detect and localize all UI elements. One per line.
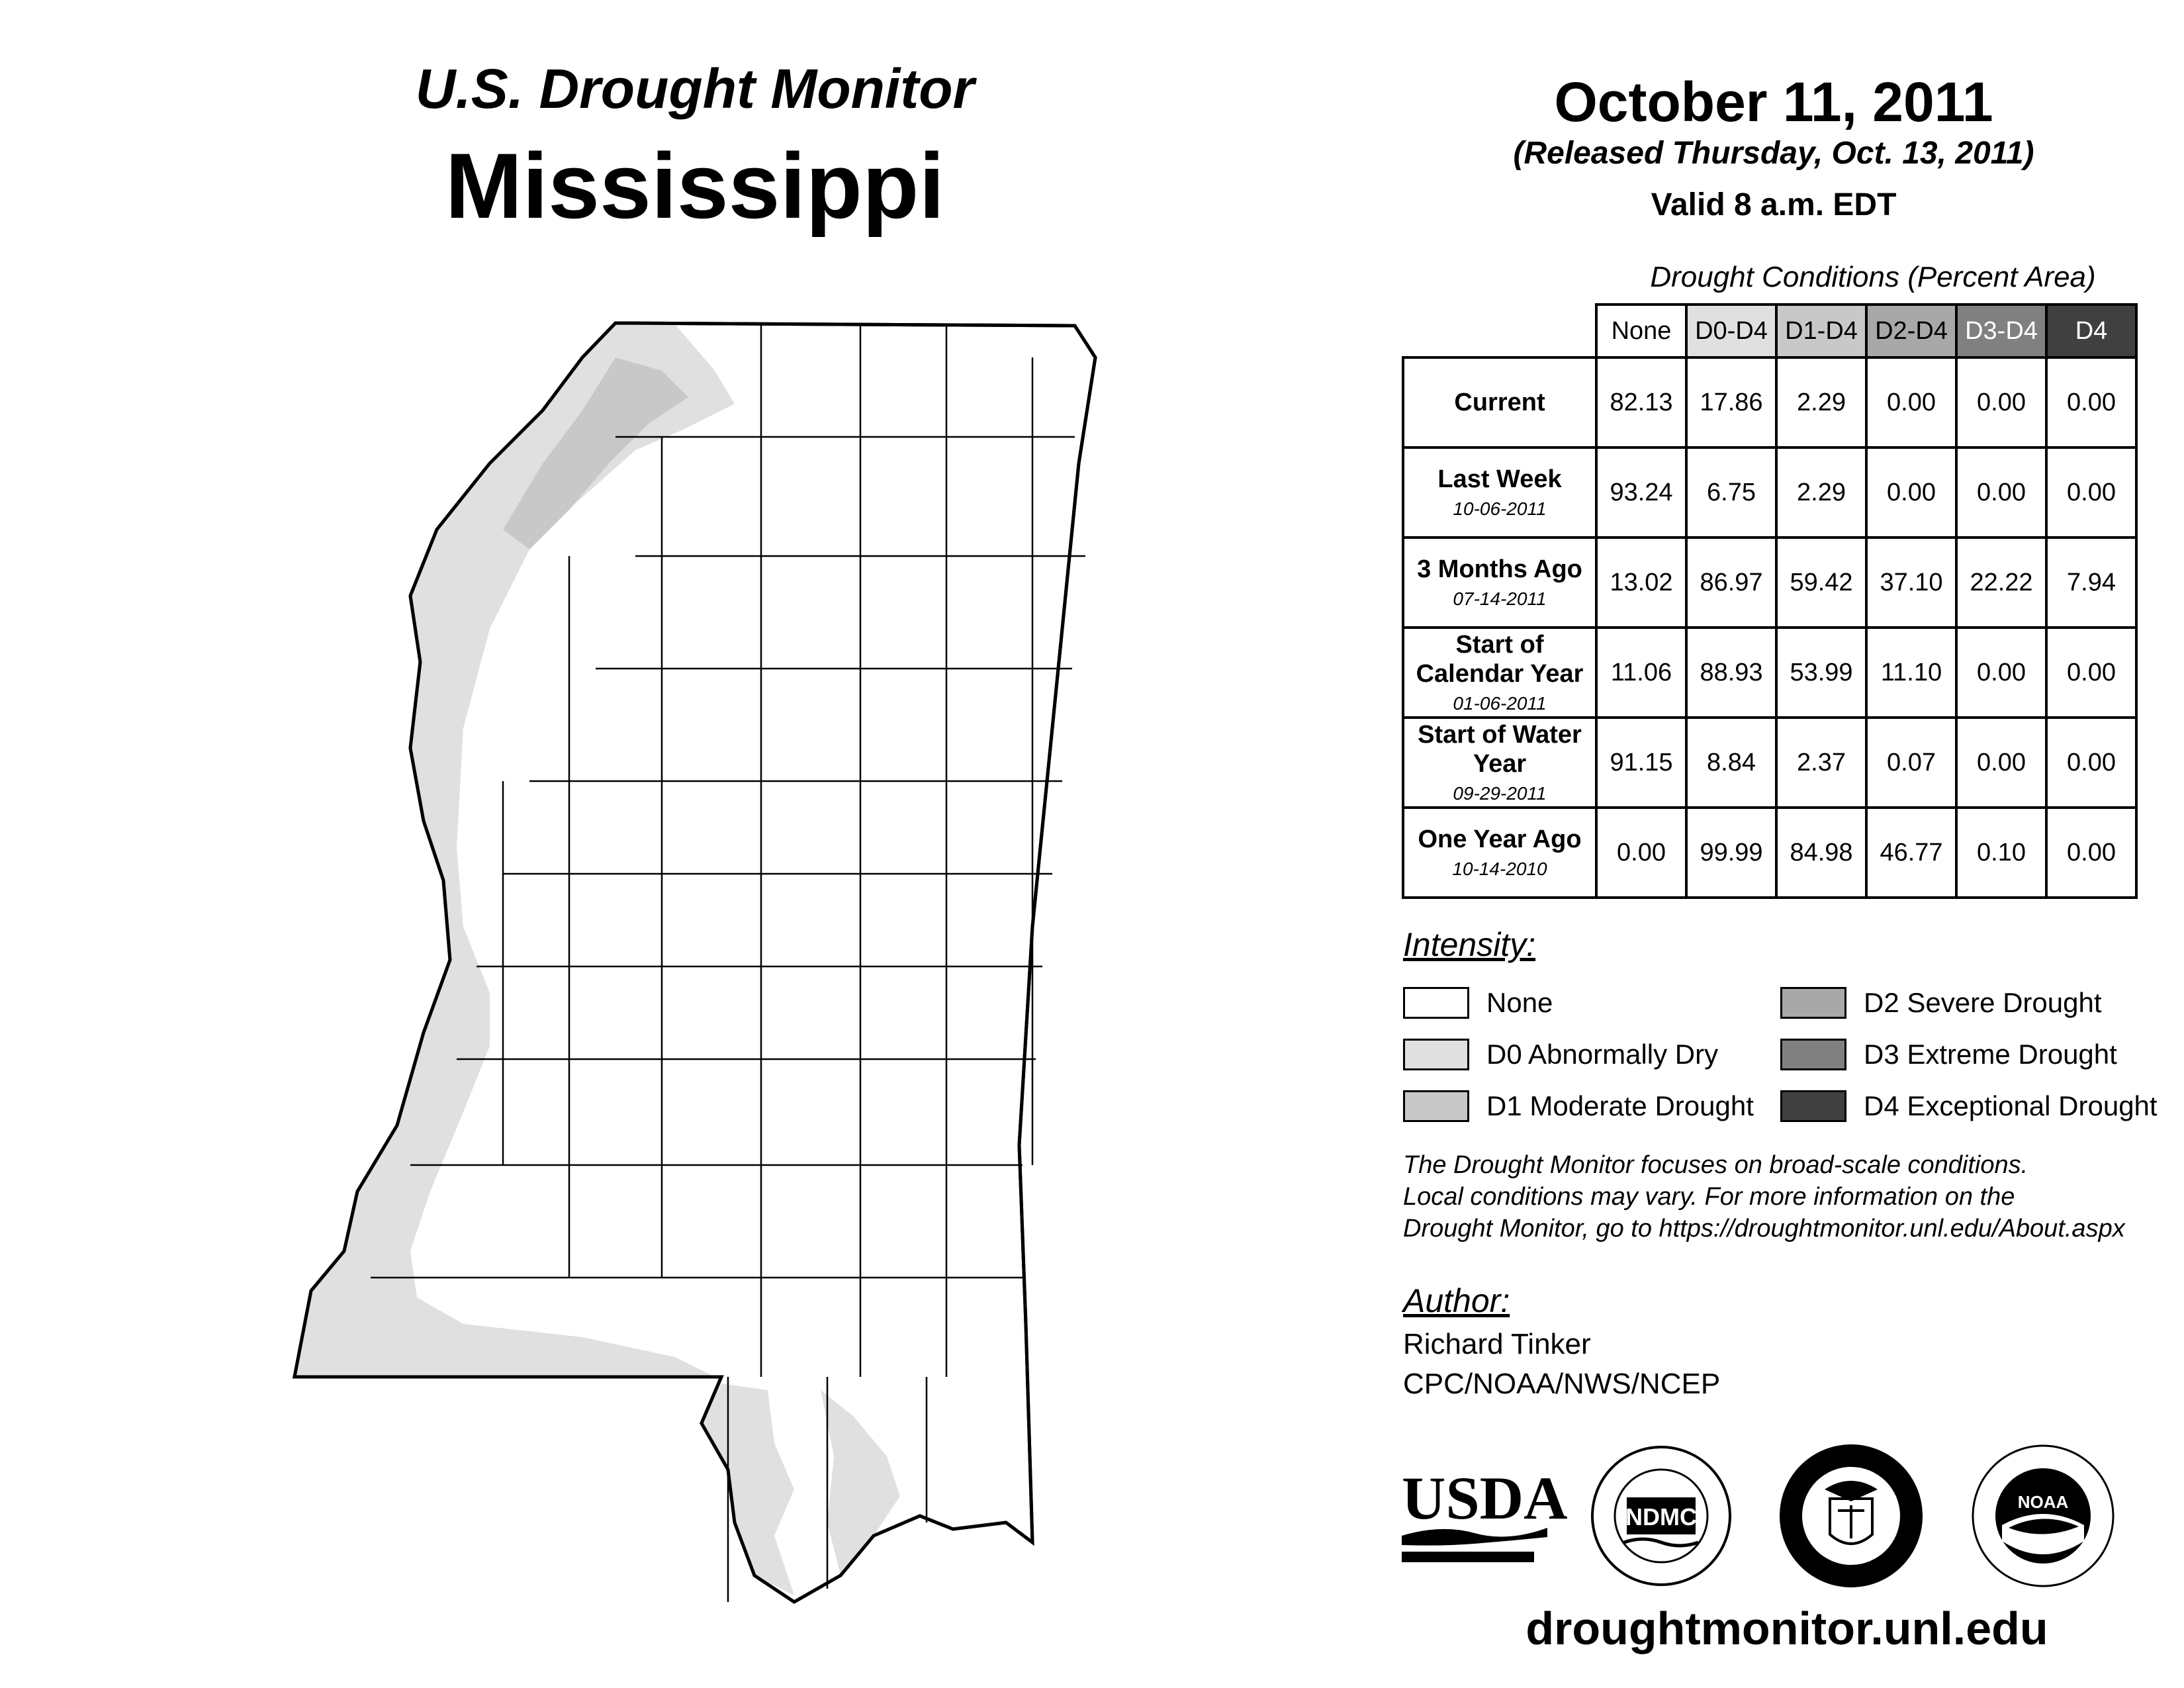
legend-label: D3 Extreme Drought [1864, 1039, 2117, 1070]
noaa-logo [1969, 1442, 2117, 1590]
ndmc-logo [1588, 1443, 1734, 1589]
product-title: U.S. Drought Monitor [415, 58, 975, 120]
legend-swatch [1780, 1039, 1846, 1070]
row-header [1403, 538, 1596, 628]
table-caption: Drought Conditions (Percent Area) [1650, 261, 2096, 293]
table-cell: 0.00 [2046, 628, 2136, 718]
table-cell: 8.84 [1686, 718, 1776, 808]
legend-label: D2 Severe Drought [1864, 987, 2102, 1018]
table-row [1403, 808, 2136, 898]
table-cell: 0.10 [1956, 808, 2046, 898]
table-cell: 7.94 [2046, 538, 2136, 628]
legend-swatch [1780, 987, 1846, 1019]
row-date: 10-14-2010 [1452, 859, 1547, 879]
drought-conditions-table [1402, 303, 2138, 899]
col-d4: D4 [2046, 305, 2136, 357]
legend-swatch [1403, 987, 1469, 1019]
legend-label: None [1486, 987, 1553, 1018]
table-cell: 0.07 [1866, 718, 1956, 808]
legend-swatch [1403, 1090, 1469, 1122]
row-header [1403, 357, 1596, 447]
table-row [1403, 357, 2136, 447]
row-header [1403, 718, 1596, 808]
col-d3-d4: D3-D4 [1956, 305, 2046, 357]
table-cell: 22.22 [1956, 538, 2046, 628]
table-row [1403, 628, 2136, 718]
col-d2-d4: D2-D4 [1866, 305, 1956, 357]
row-label: Current [1454, 389, 1545, 416]
col-none: None [1596, 305, 1686, 357]
table-cell: 0.00 [2046, 718, 2136, 808]
row-header [1403, 808, 1596, 898]
legend-label: D0 Abnormally Dry [1486, 1039, 1719, 1070]
usda-logo [1402, 1463, 1568, 1569]
valid-time: Valid 8 a.m. EDT [1651, 187, 1897, 222]
row-date: 07-14-2011 [1453, 588, 1547, 609]
table-cell: 2.37 [1776, 718, 1866, 808]
table-cell: 0.00 [1956, 718, 2046, 808]
legend-item-none [1403, 986, 1553, 1019]
legend-label: D4 Exceptional Drought [1864, 1090, 2158, 1121]
table-cell: 0.00 [2046, 808, 2136, 898]
row-date: 09-29-2011 [1453, 783, 1547, 804]
note-line: Drought Monitor, go to https://droughtmonitor.unl.edu/About.aspx [1403, 1215, 2125, 1243]
table-cell: 11.10 [1866, 628, 1956, 718]
table-cell: 0.00 [1956, 628, 2046, 718]
noaa-wordmark: NOAA [2017, 1492, 2069, 1512]
table-header-row [1403, 305, 2136, 357]
author-name: Richard Tinker [1403, 1328, 1591, 1360]
legend-swatch [1403, 1039, 1469, 1070]
row-header [1403, 628, 1596, 718]
table-cell: 0.00 [2046, 357, 2136, 447]
table-cell: 93.24 [1596, 447, 1686, 538]
note-line: The Drought Monitor focuses on broad-scale conditions. [1403, 1151, 2028, 1179]
row-label: Start of Calendar Year [1416, 631, 1584, 688]
legend-swatch [1780, 1090, 1846, 1122]
table-cell: 11.06 [1596, 628, 1686, 718]
author-org: CPC/NOAA/NWS/NCEP [1403, 1368, 1721, 1400]
table-corner [1403, 305, 1596, 357]
table-cell: 53.99 [1776, 628, 1866, 718]
row-label: Last Week [1437, 465, 1562, 493]
table-cell: 6.75 [1686, 447, 1776, 538]
legend-item-d0 [1403, 1038, 1718, 1071]
release-date: (Released Thursday, Oct. 13, 2011) [1513, 136, 2034, 171]
state-outline [295, 323, 1095, 1602]
table-cell: 0.00 [1866, 357, 1956, 447]
table-cell: 0.00 [1866, 447, 1956, 538]
table-row [1403, 447, 2136, 538]
table-cell: 17.86 [1686, 357, 1776, 447]
note-line: Local conditions may vary. For more information on the [1403, 1183, 2015, 1211]
row-date: 01-06-2011 [1453, 693, 1547, 714]
legend-title: Intensity: [1403, 926, 1536, 963]
table-row [1403, 718, 2136, 808]
commerce-seal-logo [1777, 1442, 1925, 1590]
table-cell: 2.29 [1776, 447, 1866, 538]
ndmc-wordmark: NDMC [1625, 1503, 1697, 1530]
table-cell: 0.00 [1956, 447, 2046, 538]
usda-wordmark: USDA [1402, 1464, 1568, 1532]
table-cell: 0.00 [1956, 357, 2046, 447]
website-url[interactable]: droughtmonitor.unl.edu [1525, 1603, 2048, 1654]
row-date: 10-06-2011 [1453, 498, 1547, 519]
table-cell: 99.99 [1686, 808, 1776, 898]
table-cell: 46.77 [1866, 808, 1956, 898]
col-d1-d4: D1-D4 [1776, 305, 1866, 357]
state-title: Mississippi [445, 134, 945, 238]
table-cell: 37.10 [1866, 538, 1956, 628]
row-header [1403, 447, 1596, 538]
col-d0-d4: D0-D4 [1686, 305, 1776, 357]
table-cell: 86.97 [1686, 538, 1776, 628]
table-cell: 91.15 [1596, 718, 1686, 808]
table-cell: 82.13 [1596, 357, 1686, 447]
table-cell: 13.02 [1596, 538, 1686, 628]
table-cell: 0.00 [2046, 447, 2136, 538]
table-cell: 59.42 [1776, 538, 1866, 628]
legend-label: D1 Moderate Drought [1486, 1090, 1754, 1121]
disclaimer-note [1403, 1149, 2171, 1244]
legend-item-d4 [1780, 1090, 2158, 1123]
legend-item-d1 [1403, 1090, 1754, 1123]
author-title: Author: [1403, 1282, 1510, 1319]
row-label: Start of Water Year [1418, 721, 1582, 778]
legend-item-d3 [1780, 1038, 2117, 1071]
table-cell: 84.98 [1776, 808, 1866, 898]
table-cell: 88.93 [1686, 628, 1776, 718]
map-date: October 11, 2011 [1554, 71, 1993, 133]
table-cell: 0.00 [1596, 808, 1686, 898]
row-label: 3 Months Ago [1417, 555, 1582, 583]
legend-item-d2 [1780, 986, 2102, 1019]
table-row [1403, 538, 2136, 628]
row-label: One Year Ago [1418, 825, 1582, 853]
table-cell: 2.29 [1776, 357, 1866, 447]
